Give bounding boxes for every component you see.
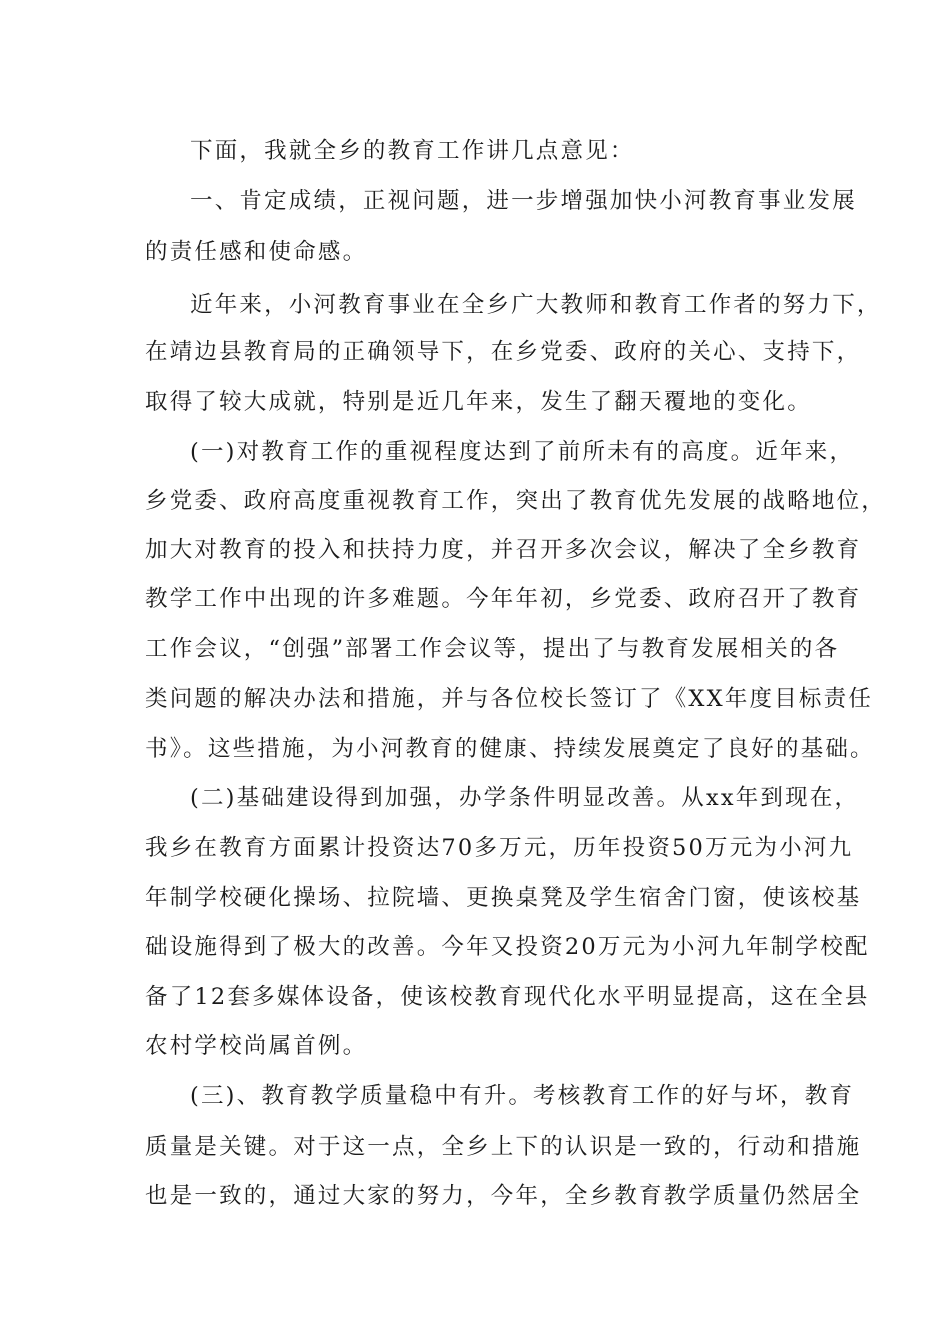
paragraph-line: 取得了较大成就，特别是近几年来，发生了翻天覆地的变化。 bbox=[145, 389, 812, 415]
paragraph-line: 乡党委、政府高度重视教育工作，突出了教育优先发展的战略地位， bbox=[145, 488, 887, 514]
paragraph-line: (三)、教育教学质量稳中有升。考核教育工作的好与坏，教育 bbox=[190, 1083, 855, 1109]
paragraph-line: 近年来，小河教育事业在全乡广大教师和教育工作者的努力下， bbox=[190, 292, 882, 318]
paragraph-line: 下面，我就全乡的教育工作讲几点意见： bbox=[190, 138, 635, 164]
paragraph-line: 也是一致的，通过大家的努力，今年，全乡教育教学质量仍然居全 bbox=[145, 1183, 862, 1209]
paragraph-line: 备了12套多媒体设备，使该校教育现代化水平明显提高，这在全县 bbox=[145, 984, 870, 1010]
section-heading-line: 的责任感和使命感。 bbox=[145, 239, 368, 265]
paragraph-line: 在靖边县教育局的正确领导下，在乡党委、政府的关心、支持下， bbox=[145, 339, 862, 365]
paragraph-line: 年制学校硬化操场、拉院墙、更换桌凳及学生宿舍门窗，使该校基 bbox=[145, 885, 862, 911]
paragraph-line: 农村学校尚属首例。 bbox=[145, 1033, 368, 1059]
paragraph-line: 教学工作中出现的许多难题。今年年初，乡党委、政府召开了教育 bbox=[145, 586, 862, 612]
paragraph-line: 工作会议，“创强”部署工作会议等，提出了与教育发展相关的各 bbox=[145, 636, 840, 662]
paragraph-line: (一)对教育工作的重视程度达到了前所未有的高度。近年来， bbox=[190, 439, 855, 465]
paragraph-line: 书》。这些措施，为小河教育的健康、持续发展奠定了良好的基础。 bbox=[145, 736, 875, 762]
paragraph-line: (二)基础建设得到加强，办学条件明显改善。从xx年到现在， bbox=[190, 785, 860, 811]
paragraph-line: 类问题的解决办法和措施，并与各位校长签订了《XX年度目标责任 bbox=[145, 686, 874, 712]
paragraph-line: 础设施得到了极大的改善。今年又投资20万元为小河九年制学校配 bbox=[145, 934, 870, 960]
paragraph-line: 质量是关键。对于这一点，全乡上下的认识是一致的，行动和措施 bbox=[145, 1134, 862, 1160]
section-heading-line: 一、肯定成绩，正视问题，进一步增强加快小河教育事业发展 bbox=[190, 188, 857, 214]
paragraph-line: 加大对教育的投入和扶持力度，并召开多次会议，解决了全乡教育 bbox=[145, 537, 862, 563]
paragraph-line: 我乡在教育方面累计投资达70多万元，历年投资50万元为小河九 bbox=[145, 835, 854, 861]
